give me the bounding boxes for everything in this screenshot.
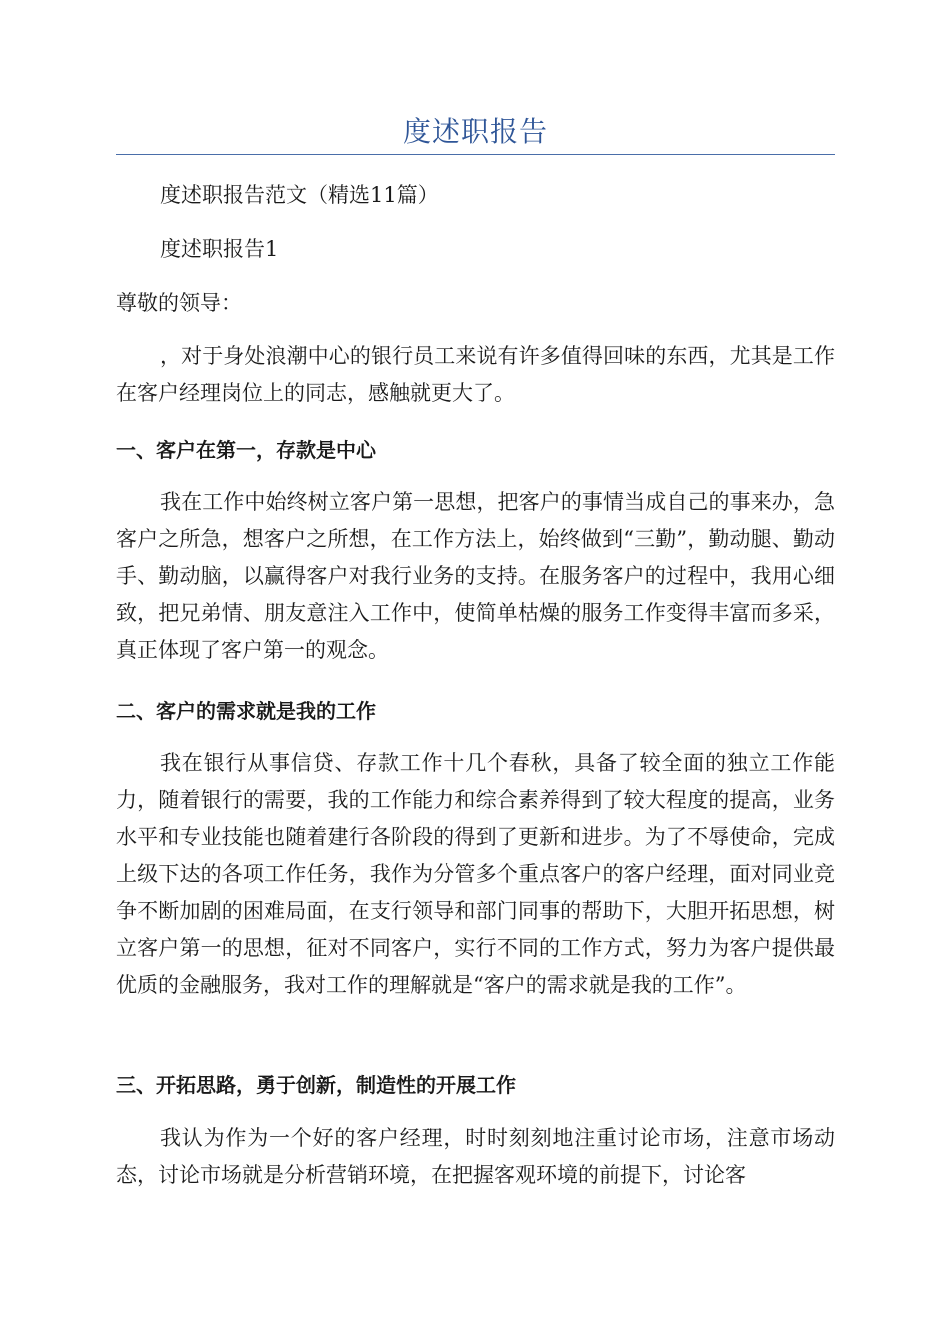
section-heading-2: 二、客户的需求就是我的工作 (116, 699, 376, 723)
body-paragraph-3: 我认为作为一个好的客户经理，时时刻刻地注重讨论市场，注意市场动态，讨论市场就是分析营销环境，在把握客观环境的前提下，讨论客 (116, 1126, 835, 1187)
section-heading-3: 三、开拓思路，勇于创新，制造性的开展工作 (116, 1073, 516, 1097)
document-subtitle: 度述职报告范文（精选11篇） (160, 183, 439, 207)
intro-paragraph: ，对于身处浪潮中心的银行员工来说有许多值得回味的东西，尤其是工作在客户经理岗位上的同志，感触就更大了。 (116, 344, 835, 405)
document-title: 度述职报告 (402, 115, 548, 148)
title-underline (116, 154, 835, 155)
body-paragraph-1: 我在工作中始终树立客户第一思想，把客户的事情当成自己的事来办，急客户之所急，想客户之所想，在工作方法上，始终做到“三勤”，勤动腿、勤动手、勤动脑，以赢得客户对我行业务的支持。在服务客户的过程中，我用心细致，把兄弟情、朋友意注入工作中，使简单枯燥的服务工作变得丰富而多采，真正体现了客户第一的观念。 (116, 490, 835, 662)
body-paragraph-2: 我在银行从事信贷、存款工作十几个春秋，具备了较全面的独立工作能力，随着银行的需要，我的工作能力和综合素养得到了较大程度的提高，业务水平和专业技能也随着建行各阶段的得到了更新和进步。为了不辱使命，完成上级下达的各项工作任务，我作为分管多个重点客户的客户经理，面对同业竞争不断加剧的困难局面，在支行领导和部门同事的帮助下，大胆开拓思想，树立客户第一的思想，征对不同客户，实行不同的工作方式，努力为客户提供最优质的金融服务，我对工作的理解就是“客户的需求就是我的工作”。 (116, 751, 835, 997)
section-label: 度述职报告1 (160, 237, 279, 261)
salutation: 尊敬的领导： (116, 291, 242, 315)
section-heading-1: 一、客户在第一，存款是中心 (116, 438, 376, 462)
